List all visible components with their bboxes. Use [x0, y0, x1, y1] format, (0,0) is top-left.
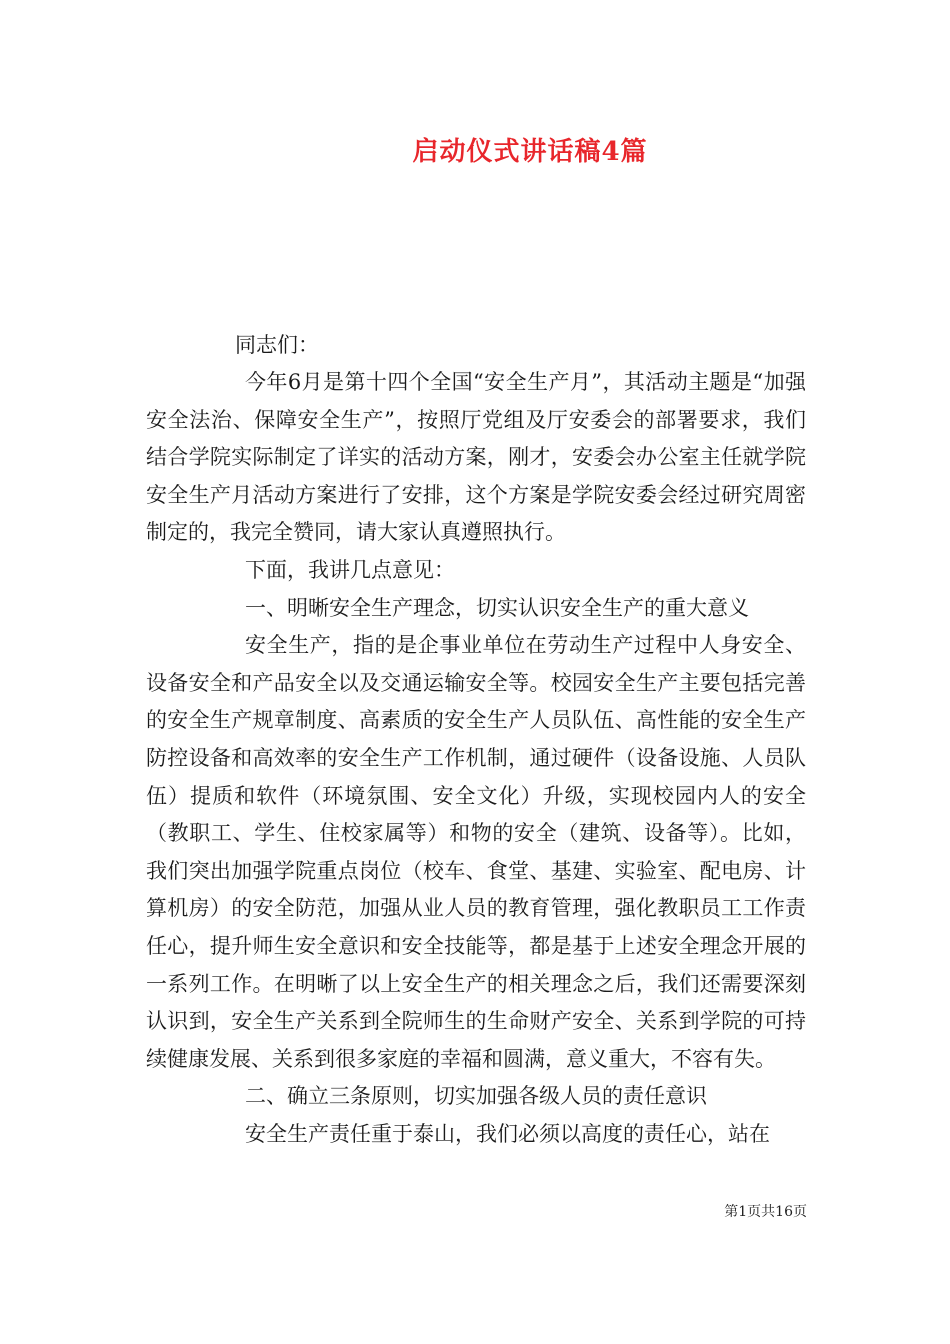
paragraph: 安全生产，指的是企事业单位在劳动生产过程中人身安全、设备安全和产品安全以及交通运输安全等。校园安全生产主要包括完善的安全生产规章制度、高素质的安全生产人员队伍、高性能的安全生产防控设备和高效率的安全生产工作机制，通过硬件（设备设施、人员队伍）提质和软件（环境氛围、安全文化）升级，实现校园内人的安全（教职工、学生、住校家属等）和物的安全（建筑、设备等）。比如，我们突出加强学院重点岗位（校车、食堂、基建、实验室、配电房、计算机房）的安全防范，加强从业人员的教育管理，强化教职员工工作责任心，提升师生安全意识和安全技能等，都是基于上述安全理念开展的一系列工作。在明晰了以上安全生产的相关理念之后，我们还需要深刻认识到，安全生产关系到全院师生的生命财产安全、关系到学院的可持续健康发展、关系到很多家庭的幸福和圆满，意义重大，不容有失。 [146, 633, 806, 1071]
paragraph: 安全生产责任重于泰山，我们必须以高度的责任心，站在 [245, 1121, 770, 1146]
document-body [146, 364, 806, 1153]
document-title: 启动仪式讲话稿4篇 [412, 137, 648, 167]
paragraph: 今年6月是第十四个全国“安全生产月”，其活动主题是“加强安全法治、保障安全生产”，按照厅党组及厅安委会的部署要求，我们结合学院实际制定了详实的活动方案，刚才，安委会办公室主任就学院安全生产月活动方案进行了安排，这个方案是学院安委会经过研究周密制定的，我完全赞同，请大家认真遵照执行。 [146, 370, 806, 545]
section-heading: 二、确立三条原则，切实加强各级人员的责任意识 [245, 1084, 707, 1109]
greeting: 同志们： [235, 333, 319, 357]
page-number: 第1页共16页 [724, 1204, 807, 1220]
paragraph: 下面，我讲几点意见： [245, 557, 455, 582]
section-heading: 一、明晰安全生产理念，切实认识安全生产的重大意义 [245, 595, 749, 620]
